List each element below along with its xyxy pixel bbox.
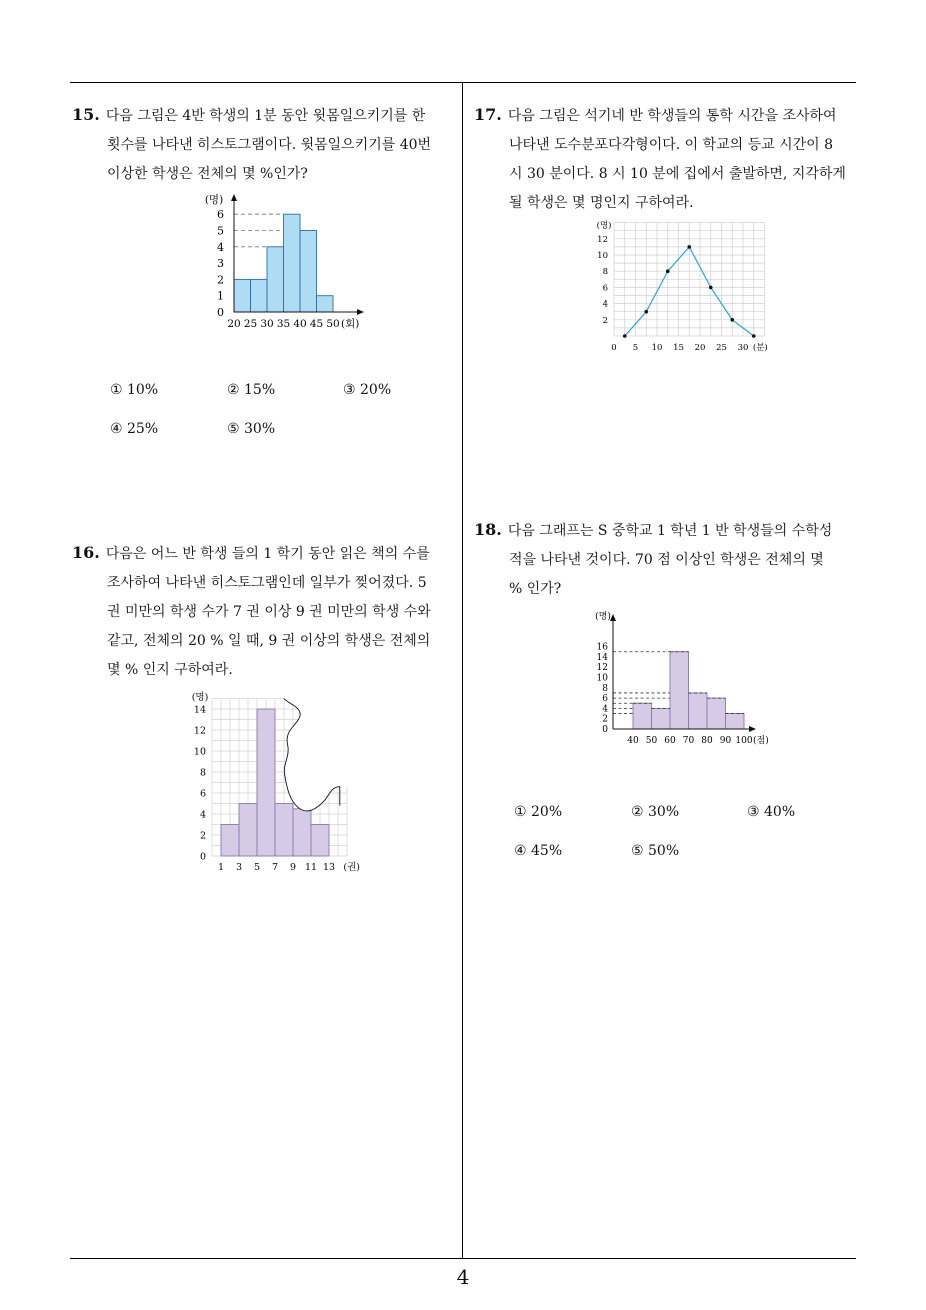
histogram-bar bbox=[707, 698, 726, 729]
y-tick-label: 10 bbox=[597, 251, 608, 261]
y-tick-label: 12 bbox=[193, 725, 206, 737]
choice-1[interactable]: ① 10% bbox=[110, 382, 159, 398]
data-point bbox=[666, 269, 670, 273]
x-tick-label: 90 bbox=[719, 736, 732, 746]
choice-1[interactable]: ① 20% bbox=[514, 804, 563, 820]
y-tick-label: 6 bbox=[602, 283, 608, 294]
problem-number: 15. bbox=[72, 105, 100, 124]
frequency-polygon-commute bbox=[590, 216, 780, 356]
choice-5[interactable]: ⑤ 30% bbox=[227, 421, 276, 437]
histogram-bar bbox=[284, 214, 301, 312]
x-axis-arrow bbox=[357, 309, 364, 315]
x-tick-label: 50 bbox=[326, 318, 340, 330]
problem-number: 18. bbox=[474, 520, 502, 539]
histogram-bar bbox=[670, 652, 689, 729]
x-tick-label: 11 bbox=[304, 862, 318, 873]
x-tick-label: 9 bbox=[289, 862, 297, 873]
histogram-bar bbox=[293, 809, 311, 856]
choice-3[interactable]: ③ 40% bbox=[747, 804, 796, 820]
problem-text: 이상한 학생은 전체의 몇 %인가? bbox=[107, 166, 308, 182]
x-tick-label: 20 bbox=[694, 343, 706, 353]
x-axis-arrow bbox=[749, 726, 756, 732]
y-tick-label: 2 bbox=[217, 273, 224, 287]
problem-text: 될 학생은 몇 명인지 구하여라. bbox=[509, 195, 694, 211]
y-tick-label: 0 bbox=[217, 306, 224, 319]
x-tick-label: 60 bbox=[664, 736, 676, 746]
histogram-bar bbox=[221, 825, 239, 857]
y-tick-label: 3 bbox=[217, 257, 224, 271]
x-tick-label: 15 bbox=[673, 343, 684, 353]
y-tick-label: 2 bbox=[602, 714, 608, 725]
histogram-bar bbox=[234, 279, 251, 312]
x-tick-label: 1 bbox=[217, 862, 225, 873]
x-tick-label: 3 bbox=[235, 862, 243, 873]
problem-text: 나타낸 도수분포다각형이다. 이 학교의 등교 시간이 8 bbox=[509, 137, 834, 153]
x-tick-label: 80 bbox=[701, 736, 713, 746]
x-tick-label: 40 bbox=[293, 318, 307, 330]
choice-2[interactable]: ② 30% bbox=[631, 804, 680, 820]
y-axis-unit: (명) bbox=[595, 612, 611, 622]
y-tick-label: 8 bbox=[199, 767, 206, 779]
problem-text: 권 미만의 학생 수가 7 권 이상 9 권 미만의 학생 수와 bbox=[107, 604, 431, 620]
problem-text: 같고, 전체의 20 % 일 때, 9 권 이상의 학생은 전체의 bbox=[107, 633, 431, 649]
x-tick-label: 5 bbox=[253, 862, 261, 873]
data-point bbox=[687, 245, 691, 249]
y-tick-label: 6 bbox=[199, 788, 206, 800]
data-point bbox=[730, 318, 734, 322]
y-tick-label: 12 bbox=[596, 663, 608, 674]
y-tick-label: 1 bbox=[217, 289, 224, 303]
histogram-bar bbox=[275, 804, 293, 857]
y-tick-label: 16 bbox=[596, 642, 608, 653]
problem-text: 다음 그림은 4반 학생의 1분 동안 윗몸일으키기를 한 bbox=[105, 108, 426, 124]
histogram-bar bbox=[726, 714, 745, 729]
x-tick-label: 25 bbox=[243, 318, 258, 330]
problem-text: 시 30 분이다. 8 시 10 분에 집에서 출발하면, 지각하게 bbox=[509, 166, 846, 182]
y-tick-label: 12 bbox=[597, 234, 608, 245]
x-tick-label: 0 bbox=[611, 343, 617, 353]
choice-2[interactable]: ② 15% bbox=[227, 382, 276, 398]
x-tick-label: 70 bbox=[682, 736, 695, 746]
y-tick-label: 4 bbox=[602, 704, 608, 715]
y-tick-label: 4 bbox=[602, 299, 608, 310]
x-tick-label: 45 bbox=[309, 318, 324, 330]
histogram-bar bbox=[300, 231, 317, 313]
y-tick-label: 0 bbox=[602, 725, 608, 735]
histogram-bar bbox=[257, 709, 275, 856]
choice-3[interactable]: ③ 20% bbox=[343, 382, 392, 398]
data-point bbox=[644, 310, 648, 314]
x-tick-label: 30 bbox=[737, 343, 749, 353]
x-axis-unit: (권) bbox=[343, 862, 360, 873]
problem-text: 몇 % 인지 구하여라. bbox=[107, 662, 233, 678]
x-axis-unit: (점) bbox=[753, 736, 769, 746]
histogram-bar bbox=[633, 703, 652, 729]
x-tick-label: 100 bbox=[735, 736, 753, 746]
y-tick-label: 5 bbox=[217, 224, 224, 238]
y-tick-label: 4 bbox=[199, 809, 206, 821]
y-tick-label: 8 bbox=[602, 683, 608, 694]
bottom-rule bbox=[70, 1258, 856, 1259]
data-point bbox=[623, 334, 627, 338]
problem-text: % 인가? bbox=[509, 581, 562, 597]
y-tick-label: 14 bbox=[596, 652, 608, 663]
y-tick-label: 10 bbox=[193, 746, 206, 758]
page-number: 4 bbox=[456, 1265, 470, 1289]
y-axis-arrow bbox=[610, 614, 616, 621]
x-tick-label: 5 bbox=[632, 343, 639, 353]
column-divider bbox=[462, 82, 463, 1258]
y-axis-unit: (명) bbox=[204, 194, 224, 206]
problem-16 bbox=[72, 538, 457, 685]
problem-text: 다음은 어느 반 학생 들의 1 학기 동안 읽은 책의 수를 bbox=[105, 546, 430, 562]
problem-number: 16. bbox=[72, 543, 100, 562]
x-axis-unit: (분) bbox=[752, 343, 768, 353]
x-tick-label: 50 bbox=[645, 736, 658, 746]
x-tick-label: 10 bbox=[651, 343, 663, 353]
histogram-bar bbox=[267, 247, 284, 312]
choice-4[interactable]: ④ 45% bbox=[514, 843, 563, 859]
problem-15 bbox=[72, 100, 457, 189]
histogram-sit-ups bbox=[190, 190, 380, 335]
histogram-bar bbox=[311, 825, 329, 857]
problem-text: 조사하여 나타낸 히스토그램인데 일부가 찢어졌다. 5 bbox=[107, 575, 427, 591]
histogram-math-scores bbox=[590, 608, 780, 758]
problem-18 bbox=[474, 515, 859, 604]
x-tick-label: 7 bbox=[271, 862, 279, 873]
y-axis-arrow bbox=[231, 194, 237, 201]
y-tick-label: 10 bbox=[596, 673, 608, 684]
y-tick-label: 4 bbox=[217, 240, 224, 254]
y-tick-label: 2 bbox=[199, 830, 206, 842]
problem-number: 17. bbox=[474, 105, 502, 124]
problem-text: 횟수를 나타낸 히스토그램이다. 윗몸일으키기를 40번 bbox=[107, 137, 432, 153]
top-rule bbox=[70, 82, 856, 83]
histogram-bar bbox=[317, 296, 334, 312]
x-tick-label: 20 bbox=[227, 318, 241, 330]
y-tick-label: 6 bbox=[602, 694, 608, 705]
x-tick-label: 35 bbox=[276, 318, 291, 330]
y-axis-unit: (명) bbox=[191, 692, 209, 703]
problem-text: 다음 그래프는 S 중학교 1 학년 1 반 학생들의 수학성 bbox=[507, 523, 833, 539]
y-tick-label: 2 bbox=[602, 315, 608, 326]
histogram-bar bbox=[251, 279, 268, 312]
histogram-bar bbox=[689, 693, 708, 729]
x-tick-label: 25 bbox=[716, 343, 727, 353]
data-point bbox=[709, 286, 713, 290]
choice-5[interactable]: ⑤ 50% bbox=[631, 843, 680, 859]
x-axis-unit: (회) bbox=[341, 318, 360, 330]
problem-text: 다음 그림은 석기네 반 학생들의 통학 시간을 조사하여 bbox=[507, 108, 837, 124]
problem-text: 적을 나타낸 것이다. 70 점 이상인 학생은 전체의 몇 bbox=[509, 552, 824, 568]
y-tick-label: 8 bbox=[602, 267, 608, 278]
histogram-bar bbox=[652, 708, 671, 729]
data-point bbox=[752, 334, 756, 338]
problem-17 bbox=[474, 100, 859, 218]
x-tick-label: 40 bbox=[627, 736, 639, 746]
x-tick-label: 30 bbox=[260, 318, 274, 330]
y-tick-label: 14 bbox=[193, 704, 206, 716]
histogram-books-torn bbox=[188, 688, 378, 880]
y-tick-label: 6 bbox=[217, 208, 224, 222]
histogram-bar bbox=[239, 804, 257, 857]
choice-4[interactable]: ④ 25% bbox=[110, 421, 159, 437]
x-tick-label: 13 bbox=[322, 862, 336, 873]
y-tick-label: 0 bbox=[199, 851, 206, 863]
y-axis-unit: (명) bbox=[596, 221, 612, 231]
